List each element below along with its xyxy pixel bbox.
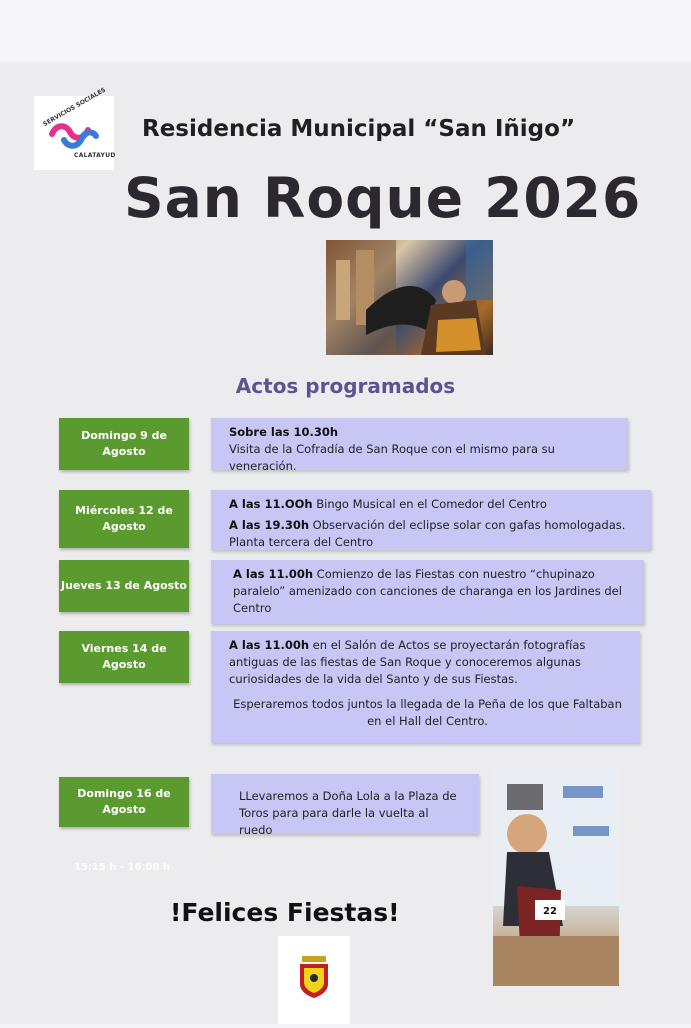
event-2a-text: Bingo Musical en el Comedor del Centro	[312, 497, 547, 511]
event-details-2	[211, 490, 651, 550]
event-4-note: Esperaremos todos juntos la llegada de la Peña de los que Faltaban en el Hall del Centro.	[233, 697, 622, 728]
event-2a-time: A las 11.OOh	[229, 497, 313, 511]
event-2b-text: Observación del eclipse solar con gafas homologadas. Planta tercera del Centro	[229, 518, 626, 549]
dona-lola-photo	[493, 766, 619, 986]
logo-arc-text: SERVICIOS SOCIALES	[42, 86, 108, 129]
event-day-2: Miércoles 12 de Agosto	[59, 490, 189, 548]
badge-number: 22	[543, 906, 557, 917]
event-details-4	[211, 631, 640, 743]
event-4-text: en el Salón de Actos se proyectarán fotografías antiguas de las fiestas de San Roque y conoceremos algunas curiosidades de la vida del Santo y de sus Fiestas.	[229, 638, 586, 686]
event-details-5	[211, 774, 479, 837]
event-day-1: Domingo 9 de Agosto	[59, 418, 189, 470]
san-roque-illustration	[326, 240, 493, 355]
event-details-1	[211, 418, 628, 473]
servicios-sociales-logo	[34, 86, 116, 170]
event-day-4: Viernes 14 de Agosto	[59, 631, 189, 683]
event-day-5: Domingo 16 de Agosto	[59, 777, 189, 827]
coat-of-arms-icon	[278, 936, 350, 1024]
section-title: Actos programados	[235, 374, 456, 398]
time-note: 15:15 h - 16:00 h	[74, 862, 170, 873]
closing-message: !Felices Fiestas!	[170, 898, 400, 927]
logo-city-text: CALATAYUD	[74, 152, 116, 159]
event-3-time: A las 11.00h	[233, 567, 314, 581]
calatayud-crest	[278, 936, 350, 1024]
event-4-time: A las 11.00h	[229, 638, 310, 652]
event-1-text: Visita de la Cofradía de San Roque con el mismo para su veneración.	[229, 442, 555, 473]
page-title: San Roque 2026	[124, 166, 642, 230]
event-1-time: Sobre las 10.30h	[229, 425, 339, 439]
event-3-text: Comienzo de las Fiestas con nuestro “chupinazo paralelo” amenizado con canciones de charanga en los Jardines del Centro	[233, 567, 622, 615]
event-details-3	[211, 560, 644, 624]
event-day-3: Jueves 13 de Agosto	[59, 560, 189, 612]
event-5-text: LLevaremos a Doña Lola a la Plaza de Toros para para darle la vuelta al ruedo	[239, 789, 457, 837]
event-2b-time: A las 19.30h	[229, 518, 310, 532]
residencia-heading: Residencia Municipal “San Iñigo”	[142, 116, 576, 142]
